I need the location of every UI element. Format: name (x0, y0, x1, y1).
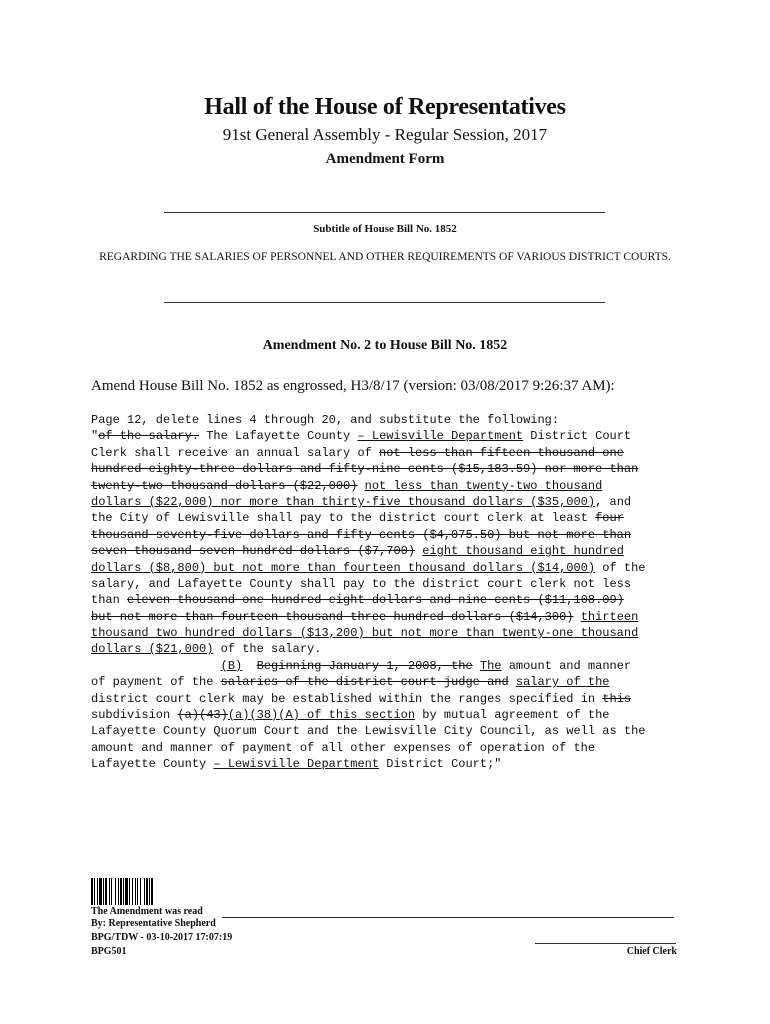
inserted-text: The (479, 658, 502, 673)
barcode-bar (132, 878, 133, 905)
amendment-heading: Amendment No. 2 to House Bill No. 1852 (262, 338, 508, 353)
inserted-text: thirteen (580, 609, 639, 624)
barcode-bar (99, 878, 102, 905)
struck-text: eleven thousand one hundred eight dollars and nine cents ($11,108.09) (127, 593, 624, 608)
body-text-run: Clerk shall receive an annual salary of (91, 445, 380, 460)
inserted-text: – Lewisville Department (213, 757, 380, 772)
body-text-run: , and (595, 494, 632, 509)
body-line (91, 609, 691, 625)
inserted-text: dollars ($21,000) (91, 642, 214, 657)
form-id: BPG501 (91, 946, 127, 957)
body-line (91, 674, 691, 690)
body-text-run: than (91, 593, 128, 608)
body-line (91, 543, 691, 559)
body-text-run: District Court (523, 429, 632, 444)
amendment-read-label: The Amendment was read (91, 906, 203, 917)
barcode-bar (137, 878, 138, 905)
inserted-text: eight thousand eight hundred (422, 544, 624, 559)
body-text-run (357, 479, 364, 493)
inserted-text: salary of the (515, 675, 610, 690)
barcode-bar (146, 878, 148, 905)
struck-text: four (595, 511, 624, 526)
body-text-run: The Lafayette County (199, 429, 358, 444)
divider-top (164, 212, 605, 213)
body-text-run: the City of Lewisville shall pay to the district court clerk at least (91, 511, 596, 526)
body-text-run: district court clerk may be established within the ranges specified in (91, 691, 603, 706)
struck-text: not less than fifteen thousand one (379, 445, 624, 460)
barcode-bar (111, 878, 112, 905)
barcode-bar (123, 878, 124, 905)
barcode-bar (97, 878, 98, 905)
tracking-code: BPG/TDW - 03-10-2017 17:07:19 (91, 932, 233, 943)
body-text-run: salary, and Lafayette County shall pay to the district court clerk not less (91, 576, 632, 591)
body-line (91, 691, 691, 707)
subtitle-label: Subtitle of House Bill No. 1852 (313, 223, 457, 235)
barcode-bar (140, 878, 141, 905)
inserted-text: dollars ($22,000) nor more than thirty-five thousand dollars ($35,000) (91, 494, 596, 509)
body-text-run (473, 659, 480, 673)
body-line (91, 428, 691, 444)
body-text-run: Lafayette County Quorum Court and the Lewisville City Council, as well as the (91, 724, 646, 739)
struck-text: but not more than fourteen thousand three hundred dollars ($14,300) (91, 609, 574, 624)
body-text-run: Page 12, delete lines 4 through 20, and substitute the following: (91, 413, 560, 427)
inserted-text: dollars ($8,800) but not more than fourteen thousand dollars ($14,000) (91, 560, 596, 575)
body-text-run: of the (595, 560, 646, 575)
amendment-read-line (222, 917, 674, 918)
body-line (91, 461, 691, 477)
body-text-run (91, 659, 221, 673)
body-text-run: amount and manner (501, 658, 632, 673)
chief-clerk-label: Chief Clerk (626, 946, 677, 957)
struck-text: salaries of the district court judge and (220, 675, 509, 690)
body-text-run: of the salary. (213, 642, 322, 657)
inserted-text: thousand two hundred dollars ($13,200) but not more than twenty-one thousand (91, 626, 639, 641)
body-line (91, 658, 691, 674)
divider-bottom (164, 302, 605, 303)
barcode-bar (125, 878, 128, 905)
body-text-run: District Court;" (379, 757, 502, 772)
body-line (91, 576, 691, 592)
page-title: Hall of the House of Representatives (204, 94, 566, 120)
body-line (91, 592, 691, 608)
barcode-bar (118, 878, 119, 905)
struck-text: twenty-two thousand dollars ($22,000) (91, 478, 358, 493)
body-text-run: " (91, 429, 99, 444)
struck-text: Beginning January 1, 2008, the (256, 658, 473, 673)
subtitle-text: REGARDING THE SALARIES OF PERSONNEL AND OTHER REQUIREMENTS OF VARIOUS DISTRICT COURTS. (99, 251, 671, 263)
clerk-signature-line (535, 943, 676, 944)
body-line (91, 756, 691, 772)
inserted-text: (B) (220, 658, 243, 673)
body-line (91, 723, 691, 739)
body-text-run: of payment of the (91, 675, 221, 690)
body-line (91, 641, 691, 657)
body-text-run: by mutual agreement of the (415, 708, 610, 723)
body-line (91, 707, 691, 723)
body-text-run: subdivision (91, 708, 178, 723)
body-line (91, 412, 691, 428)
form-name: Amendment Form (325, 151, 445, 167)
body-line (91, 510, 691, 526)
struck-text: thousand seventy-five dollars and fifty cents ($4,075.50) but not more than (91, 527, 632, 542)
body-line (91, 478, 691, 494)
body-text-run (573, 610, 580, 624)
barcode-bar (135, 878, 136, 905)
body-line (91, 625, 691, 641)
inserted-text: not less than twenty-two thousand (364, 478, 603, 493)
barcode-bar (94, 878, 95, 905)
struck-text: this (602, 691, 632, 706)
barcode-bar (109, 878, 110, 905)
barcode-bar (91, 878, 93, 905)
representative-line: By: Representative Shepherd (91, 918, 216, 929)
barcode-bar (115, 878, 116, 905)
barcode-bar (129, 878, 130, 905)
session-line: 91st General Assembly - Regular Session, 2017 (222, 125, 548, 144)
body-line (91, 494, 691, 510)
amendment-body (91, 412, 691, 773)
body-line (91, 445, 691, 461)
body-text-run (242, 659, 256, 673)
body-line (91, 740, 691, 756)
struck-text: of the salary. (98, 429, 200, 444)
barcode-bar (144, 878, 145, 905)
body-line (91, 527, 691, 543)
body-line (91, 560, 691, 576)
inserted-text: – Lewisville Department (357, 429, 524, 444)
struck-text: hundred eighty-three dollars and fifty-nine cents ($15,183.59) nor more than (91, 462, 639, 477)
barcode-bar (103, 878, 104, 905)
barcode-bar (149, 878, 150, 905)
barcode-bar (105, 878, 107, 905)
document-header (0, 92, 770, 170)
body-text-run: Lafayette County (91, 757, 214, 772)
body-text-run: amount and manner of payment of all other expenses of operation of the (91, 740, 596, 755)
body-text-run (509, 675, 516, 689)
inserted-text: (a)(38)(A) of this section (227, 708, 416, 723)
barcode-bar (151, 878, 153, 905)
barcode-image (91, 878, 181, 905)
struck-text: (a)(43) (177, 708, 228, 723)
amendment-intro: Amend House Bill No. 1852 as engrossed, H3/8/17 (version: 03/08/2017 9:26:37 AM): (91, 378, 615, 394)
barcode-bar (120, 878, 122, 905)
struck-text: seven thousand seven hundred dollars ($7,700) (91, 544, 416, 559)
